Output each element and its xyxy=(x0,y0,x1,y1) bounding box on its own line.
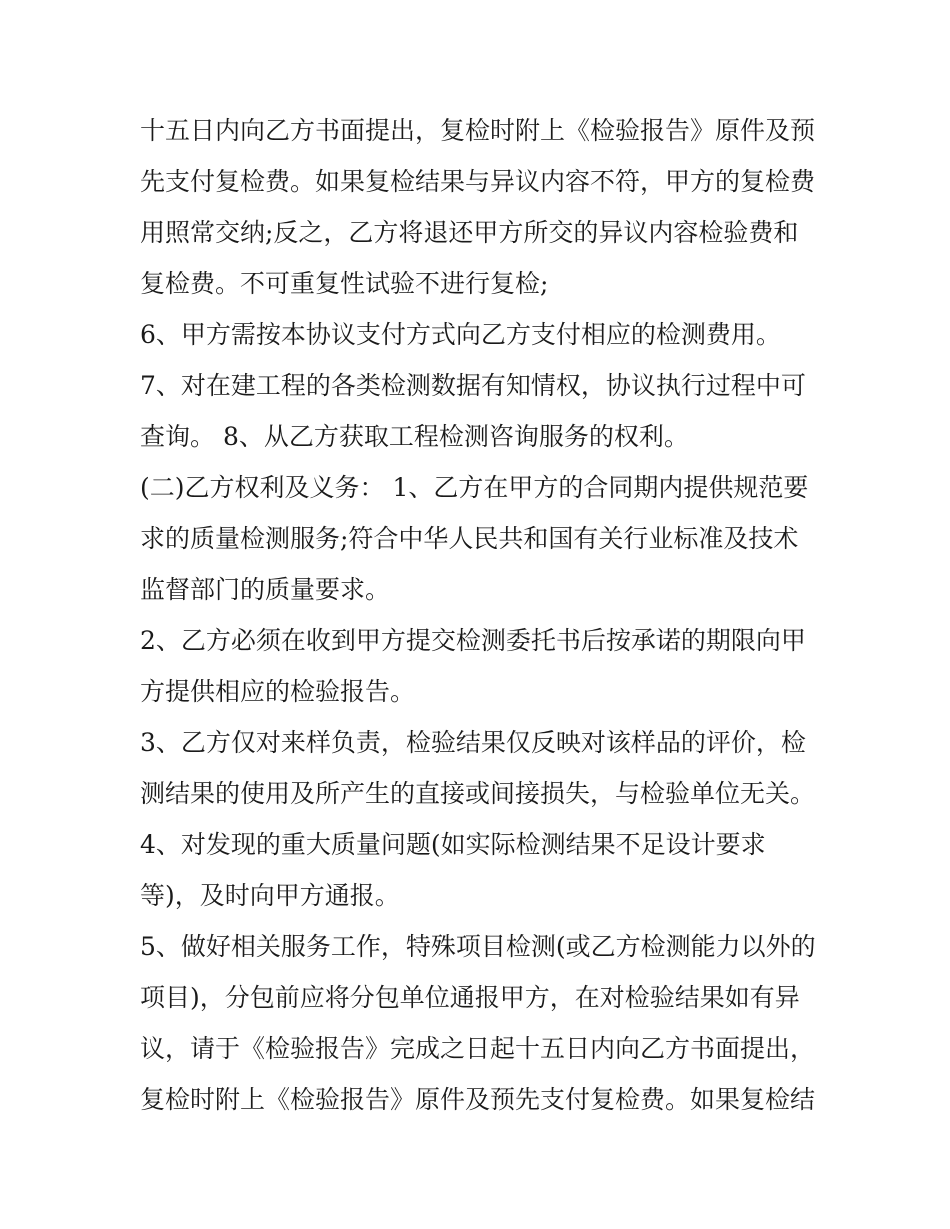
text-line: (二)乙方权利及义务： 1、乙方在甲方的合同期内提供规范要 xyxy=(140,473,809,502)
text-line: 复检时附上《检验报告》原件及预先支付复检费。如果复检结 xyxy=(140,1085,816,1114)
text-line: 用照常交纳;反之，乙方将退还甲方所交的异议内容检验费和 xyxy=(140,218,799,247)
text-line: 先支付复检费。如果复检结果与异议内容不符，甲方的复检费 xyxy=(140,167,816,196)
text-line: 方提供相应的检验报告。 xyxy=(140,677,416,706)
text-line: 监督部门的质量要求。 xyxy=(140,575,391,604)
text-line: 查询。 8、从乙方获取工程检测咨询服务的权利。 xyxy=(140,422,689,451)
text-line: 等)，及时向甲方通报。 xyxy=(140,881,400,910)
text-line: 2、乙方必须在收到甲方提交检测委托书后按承诺的期限向甲 xyxy=(140,626,806,655)
text-line: 求的质量检测服务;符合中华人民共和国有关行业标准及技术 xyxy=(140,524,799,553)
text-line: 4、对发现的重大质量问题(如实际检测结果不足设计要求 xyxy=(140,830,766,859)
text-line: 5、做好相关服务工作，特殊项目检测(或乙方检测能力以外的 xyxy=(140,932,816,961)
text-line: 十五日内向乙方书面提出，复检时附上《检验报告》原件及预 xyxy=(140,116,816,145)
text-line: 议，请于《检验报告》完成之日起十五日内向乙方书面提出， xyxy=(140,1034,816,1063)
text-line: 复检费。不可重复性试验不进行复检; xyxy=(140,269,549,298)
text-line: 7、对在建工程的各类检测数据有知情权，协议执行过程中可 xyxy=(140,371,806,400)
document-body xyxy=(140,105,830,1125)
text-line: 项目)，分包前应将分包单位通报甲方，在对检验结果如有异 xyxy=(140,983,800,1012)
text-line: 测结果的使用及所产生的直接或间接损失，与检验单位无关。 xyxy=(140,779,816,808)
text-line: 3、乙方仅对来样负责，检验结果仅反映对该样品的评价，检 xyxy=(140,728,806,757)
text-line: 6、甲方需按本协议支付方式向乙方支付相应的检测费用。 xyxy=(140,320,781,349)
